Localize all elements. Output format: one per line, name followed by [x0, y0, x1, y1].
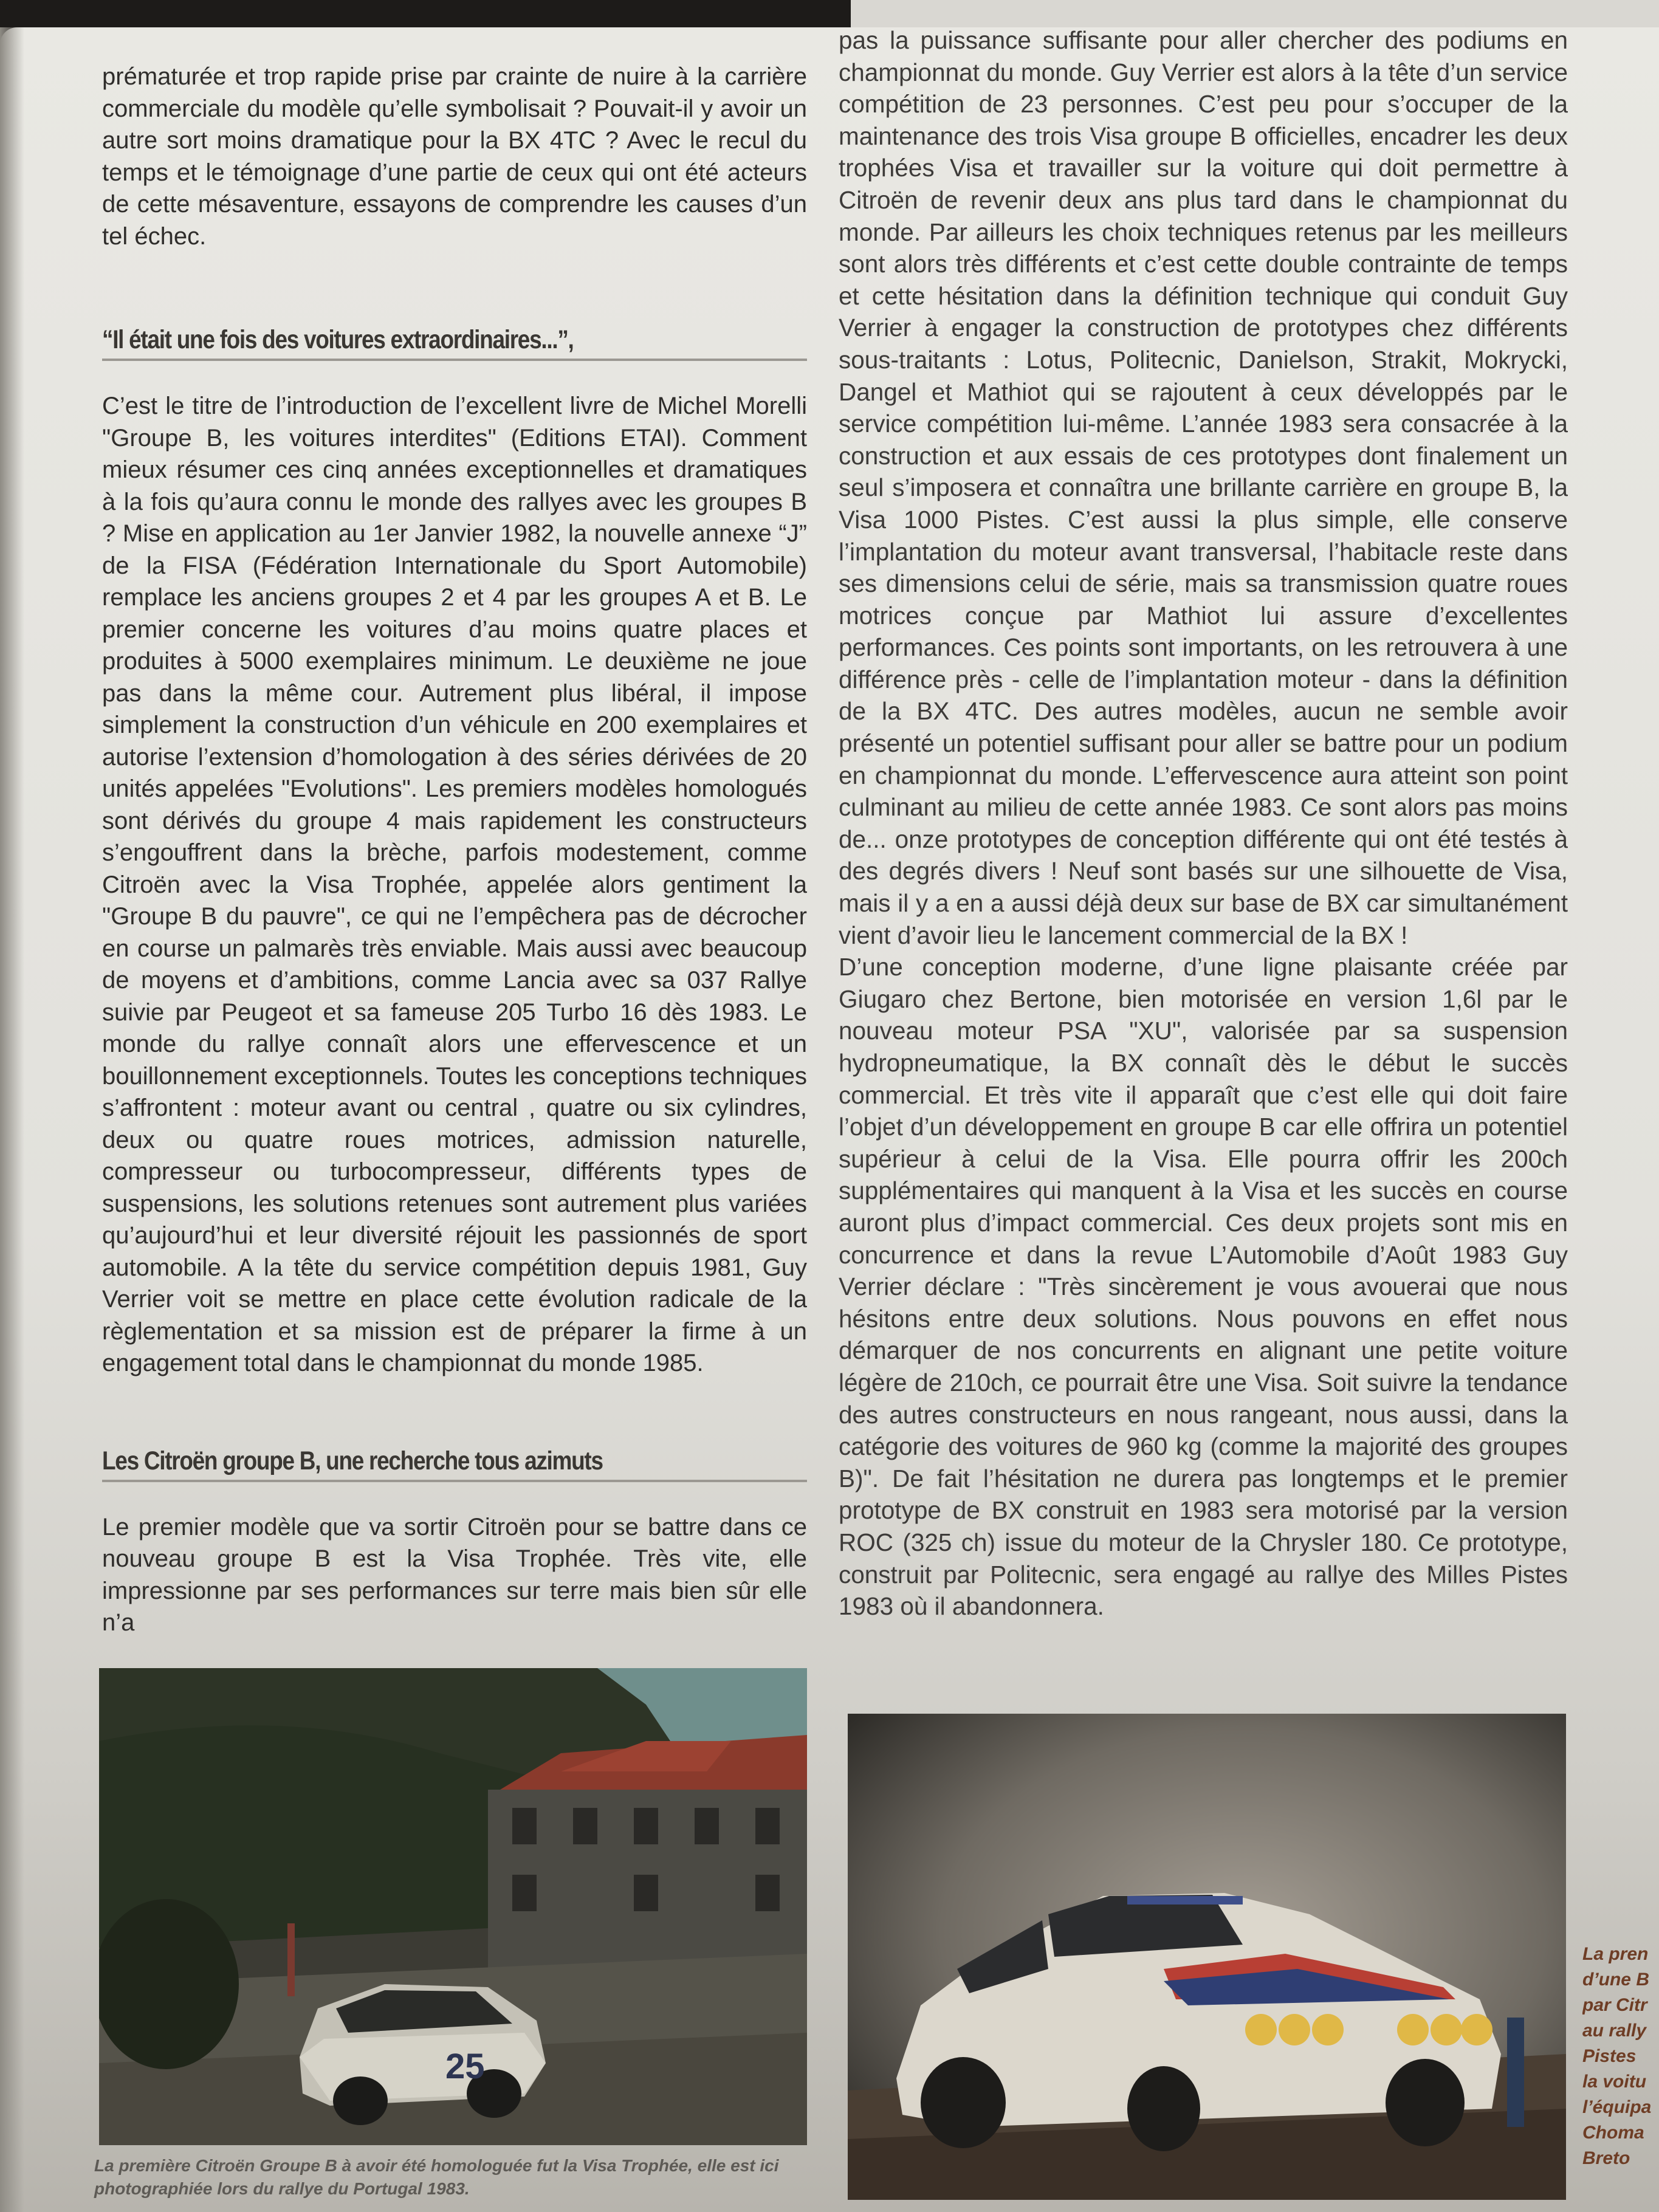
- section-heading-extraordinary-cars: “Il était une fois des voitures extraordinaires...”,: [102, 325, 574, 354]
- right-paragraph-1: pas la puissance suffisante pour aller chercher des podiums en championnat du monde. Guy Verrier est alors à la tête d’un service compétition de 23 personnes. C’est peu pour s’occuper de la maintenance des trois Visa groupe B officielles, encadrer les deux trophées Visa et travailler sur la voiture qui doit permettre à Citroën de revenir deux ans plus tard dans le championnat du monde. Par ailleurs les choix techniques retenus par les meilleurs sont alors très différents et c’est cette double contrainte de temps et cette hésitation dans la définition technique qui conduit Guy Verrier à engager la construction de prototypes chez différents sous-traitants : Lotus, Politecnic, Danielson, Strakit, Mokrycki, Dangel et Mathiot qui se rajoutent à ceux développés par le service compétition lui-même. L’année 1983 sera consacrée à la construction et aux essais de ces prototypes dont finalement un seul s’imposera et connaîtra une brillante carrière en groupe B, la Visa 1000 Pistes. C’est aussi la plus simple, elle conserve l’implantation du moteur avant transversal, l’habitacle reste dans ses dimensions celui de série, mais sa transmission quatre roues motrices conçue par Mathiot lui assure d’excellentes performances. Ces points sont importants, on les retrouvera à une différence près - celle de l’implantation moteur - dans la définition de la BX 4TC. Des autres modèles, aucun ne semble avoir présenté un potentiel suffisant pour aller se battre pour un podium en championnat du monde. L’effervescence aura atteint son point culminant au milieu de cette année 1983. Ce sont alors pas moins de... onze prototypes de conception différente qui ont été testés à des degrés divers ! Neuf sont basés sur une silhouette de Visa, mais il y a en a aussi déjà deux sur base de BX car simultanément vient d’avoir lieu le lancement commercial de la BX !: [839, 26, 1568, 949]
- side-caption-line: l’équipa: [1582, 2097, 1652, 2117]
- page-edge-shadow: [0, 27, 24, 2212]
- side-caption-line: au rally: [1582, 2021, 1647, 2041]
- photo-bx-prototype: [848, 1714, 1566, 2200]
- intro-paragraph: prématurée et trop rapide prise par crainte de nuire à la carrière commerciale du modèle qu’elle symbolisait ? Pouvait-il y avoir un autre sort moins dramatique pour la BX 4TC ? Avec le recul du temps et le témoignage d’une partie de ceux qui ont été acteurs de cette mésaventure, essayons de comprendre les causes d’un tel échec.: [102, 63, 807, 250]
- right-photo-side-caption: [1582, 1942, 1659, 2171]
- side-caption-line: la voitu: [1582, 2072, 1647, 2092]
- side-caption-line: Choma: [1582, 2123, 1644, 2143]
- side-caption-line: Pistes: [1582, 2046, 1637, 2066]
- side-caption-line: par Citr: [1582, 1995, 1647, 2015]
- right-column: [839, 24, 1568, 1623]
- left-column: [102, 61, 807, 1639]
- side-caption-line: Breto: [1582, 2148, 1630, 2168]
- section-heading-citroen-group-b: Les Citroën groupe B, une recherche tous azimuts: [102, 1446, 603, 1475]
- section-2-paragraph: Le premier modèle que va sortir Citroën pour se battre dans ce nouveau groupe B est la Visa Trophée. Très vite, elle impressionne par ses performances sur terre mais bien sûr elle n’a: [102, 1513, 807, 1636]
- side-caption-line: La pren: [1582, 1944, 1649, 1964]
- right-paragraph-2: D’une conception moderne, d’une ligne plaisante créée par Giugaro chez Bertone, bien motorisée en version 1,6l par le nouveau moteur PSA "XU", valorisée par sa suspension hydropneumatique, la BX connaît dès le début le succès commercial. Et très vite il apparaît que c’est elle qui doit faire l’objet d’un développement en groupe B car elle offrira un potentiel supérieur à celui de la Visa. Elle pourra offrir les 200ch supplémentaires qui manquent à la Visa et les succès en course auront plus d’impact commercial. Ces deux projets sont mis en concurrence et dans la revue L’Automobile d’Août 1983 Guy Verrier déclare : "Très sincèrement je vous avouerai que nous hésitons entre deux solutions. Nous pouvons en effet nous démarquer de nos concurrents en alignant une petite voiture légère de 210ch, ce pourrait être une Visa. Soit suivre la tendance des autres constructeurs en nous rangeant, nous aussi, dans la catégorie des voitures de 960 kg (comme la majorité des groupes B)". De fait l’hésitation ne durera pas longtemps et le premier prototype de BX construit en 1983 sera motorisé par la version ROC (325 ch) issue du moteur de la Chrysler 180. Ce prototype, construit par Politecnic, sera engagé au rallye des Milles Pistes 1983 où il abandonnera.: [839, 953, 1568, 1621]
- left-photo-caption: La première Citroën Groupe B à avoir été homologuée fut la Visa Trophée, elle est ici photographiée lors du rallye du Portugal 1983.: [94, 2156, 779, 2198]
- car-number-25: 25: [445, 2047, 485, 2086]
- section-1-paragraph: C’est le titre de l’introduction de l’excellent livre de Michel Morelli "Groupe B, les voitures interdites" (Editions ETAI). Comment mieux résumer ces cinq années exceptionnelles et dramatiques à la fois qu’aura connu le monde des rallyes avec les groupes B ? Mise en application au 1er Janvier 1982, la nouvelle annexe “J” de la FISA (Fédération Internationale du Sport Automobile) remplace les anciens groupes 2 et 4 par les groupes A et B. Le premier concerne les voitures d’au moins quatre places et produites à 5000 exemplaires minimum. Le deuxième ne joue pas dans la même cour. Autrement plus libéral, il impose simplement la construction d’un véhicule en 200 exemplaires et autorise l’extension d’homologation à des séries dérivées de 20 unités appelées "Evolutions". Les premiers modèles homologués sont dérivés du groupe 4 mais rapidement les constructeurs s’engouffrent dans la brèche, parfois modestement, comme Citroën avec la Visa Trophée, appelée alors gentiment la "Groupe B du pauvre", ce qui ne l’empêchera pas de décrocher en course un palmarès très enviable. Mais aussi avec beaucoup de moyens et d’ambitions, comme Lancia avec sa 037 Rallye suivie par Peugeot et sa fameuse 205 Turbo 16 dès 1983. Le monde du rallye connaît alors une effervescence et un bouillonnement exceptionnels. Toutes les conceptions techniques s’affrontent : moteur avant ou central , quatre ou six cylindres, deux ou quatre roues motrices, admission naturelle, compresseur ou turbocompresseur, différents types de suspensions, les solutions retenues sont autrement plus variées qu’aujourd’hui et leur diversité réjouit les passionnés de sport automobile. A la tête du service compétition depuis 1981, Guy Verrier voit se mettre en place cette évolution radicale de la règlementation et sa mission est de préparer la firme à un engagement total dans le championnat du monde 1985.: [102, 393, 807, 1376]
- side-caption-line: d’une B: [1582, 1970, 1649, 1990]
- photo-visa-trophee: [99, 1668, 807, 2145]
